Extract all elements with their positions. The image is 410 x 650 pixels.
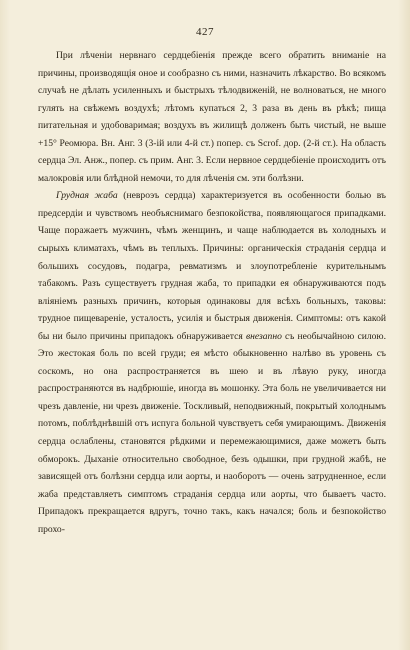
paragraph-angina — [38, 187, 386, 538]
page-number: 427 — [196, 26, 214, 38]
paragraph-treatment: При лѣченіи нервнаго сердцебіенія прежде всего обратить вниманіе на причины, производящія оное и сообразно съ ними, назначить лѣкарство. Во всякомъ случаѣ не дѣлать усиленныхъ и быстрыхъ тѣлодвиженій, не волноваться, не много гулять на свѣжемъ воздухѣ; лѣтомъ купаться 2, 3 раза въ день въ рѣкѣ; пища питательная и удобоваримая; воздухъ въ жилищѣ долженъ быть чистый, не выше +15° Реомюра. Вн. Анг. 3 (3-ій или 4-й ст.) попер. съ Scrof. дор. (2-й ст.). На область сердца Эл. Анж., попер. съ прим. Анг. 3. Если нервное сердцебіеніе происходитъ отъ малокровія или блѣдной немочи, то для лѣченія см. эти болѣзни. — [38, 50, 386, 184]
emphasis-word: внезапно — [245, 330, 282, 342]
term-angina: Грудная жаба — [56, 190, 118, 202]
page-body — [38, 47, 386, 538]
paragraph-text-continued: съ необычайною силою. Это жестокая боль по всей груди; ея мѣсто обыкновенно налѣво въ уровень съ соскомъ, но она распространяется въ шею и въ лѣвую руку, иногда распространяются въ надбрюшіе, иногда въ мошонку. Эта боль не увеличивается ни чрезъ давленіе, ни чрезъ движеніе. Тоскливый, неподвижный, покрытый холоднымъ потомъ, поблѣднѣвшій отъ испуга больной чувствуетъ себя умирающимъ. Движенія сердца ослаблены, становятся рѣдкими и перемежающимися, даже можетъ быть обморокъ. Дыханіе относительно свободное, безъ одышки, при грудной жабѣ, не зависящей отъ болѣзни сердца или аорты, и наоборотъ — очень затрудненное, если жаба представляетъ симптомъ страданія сердца или аорты, что бываетъ часто. Припадокъ прекращается вдругъ, точно такъ, какъ начался; боль и безпокойство прохо- — [38, 330, 386, 535]
paragraph-text: (невроэъ сердца) характеризуется въ особенности болью въ предсердіи и чувствомъ необъяснимаго безпокойства, появляющагося припадками. Чаще поражаетъ мужчинъ, чѣмъ женщинъ, и чаще наблюдается въ холодныхъ и сырыхъ климатахъ, чѣмъ въ теплыхъ. Причины: органическія страданія сердца и большихъ сосудовъ, подагра, ревматизмъ и злоупотребленіе курительнымъ табакомъ. Разъ существуетъ грудная жаба, то припадки ея обнаруживаются подъ вліяніемъ разныхъ причинъ, которыя одинаковы для всѣхъ больныхъ, таковы: трудное пищевареніе, усталость, усилія и быстрыя движенія. Симптомы: отъ какой бы ни было причины припадокъ обнаруживается — [38, 190, 387, 342]
